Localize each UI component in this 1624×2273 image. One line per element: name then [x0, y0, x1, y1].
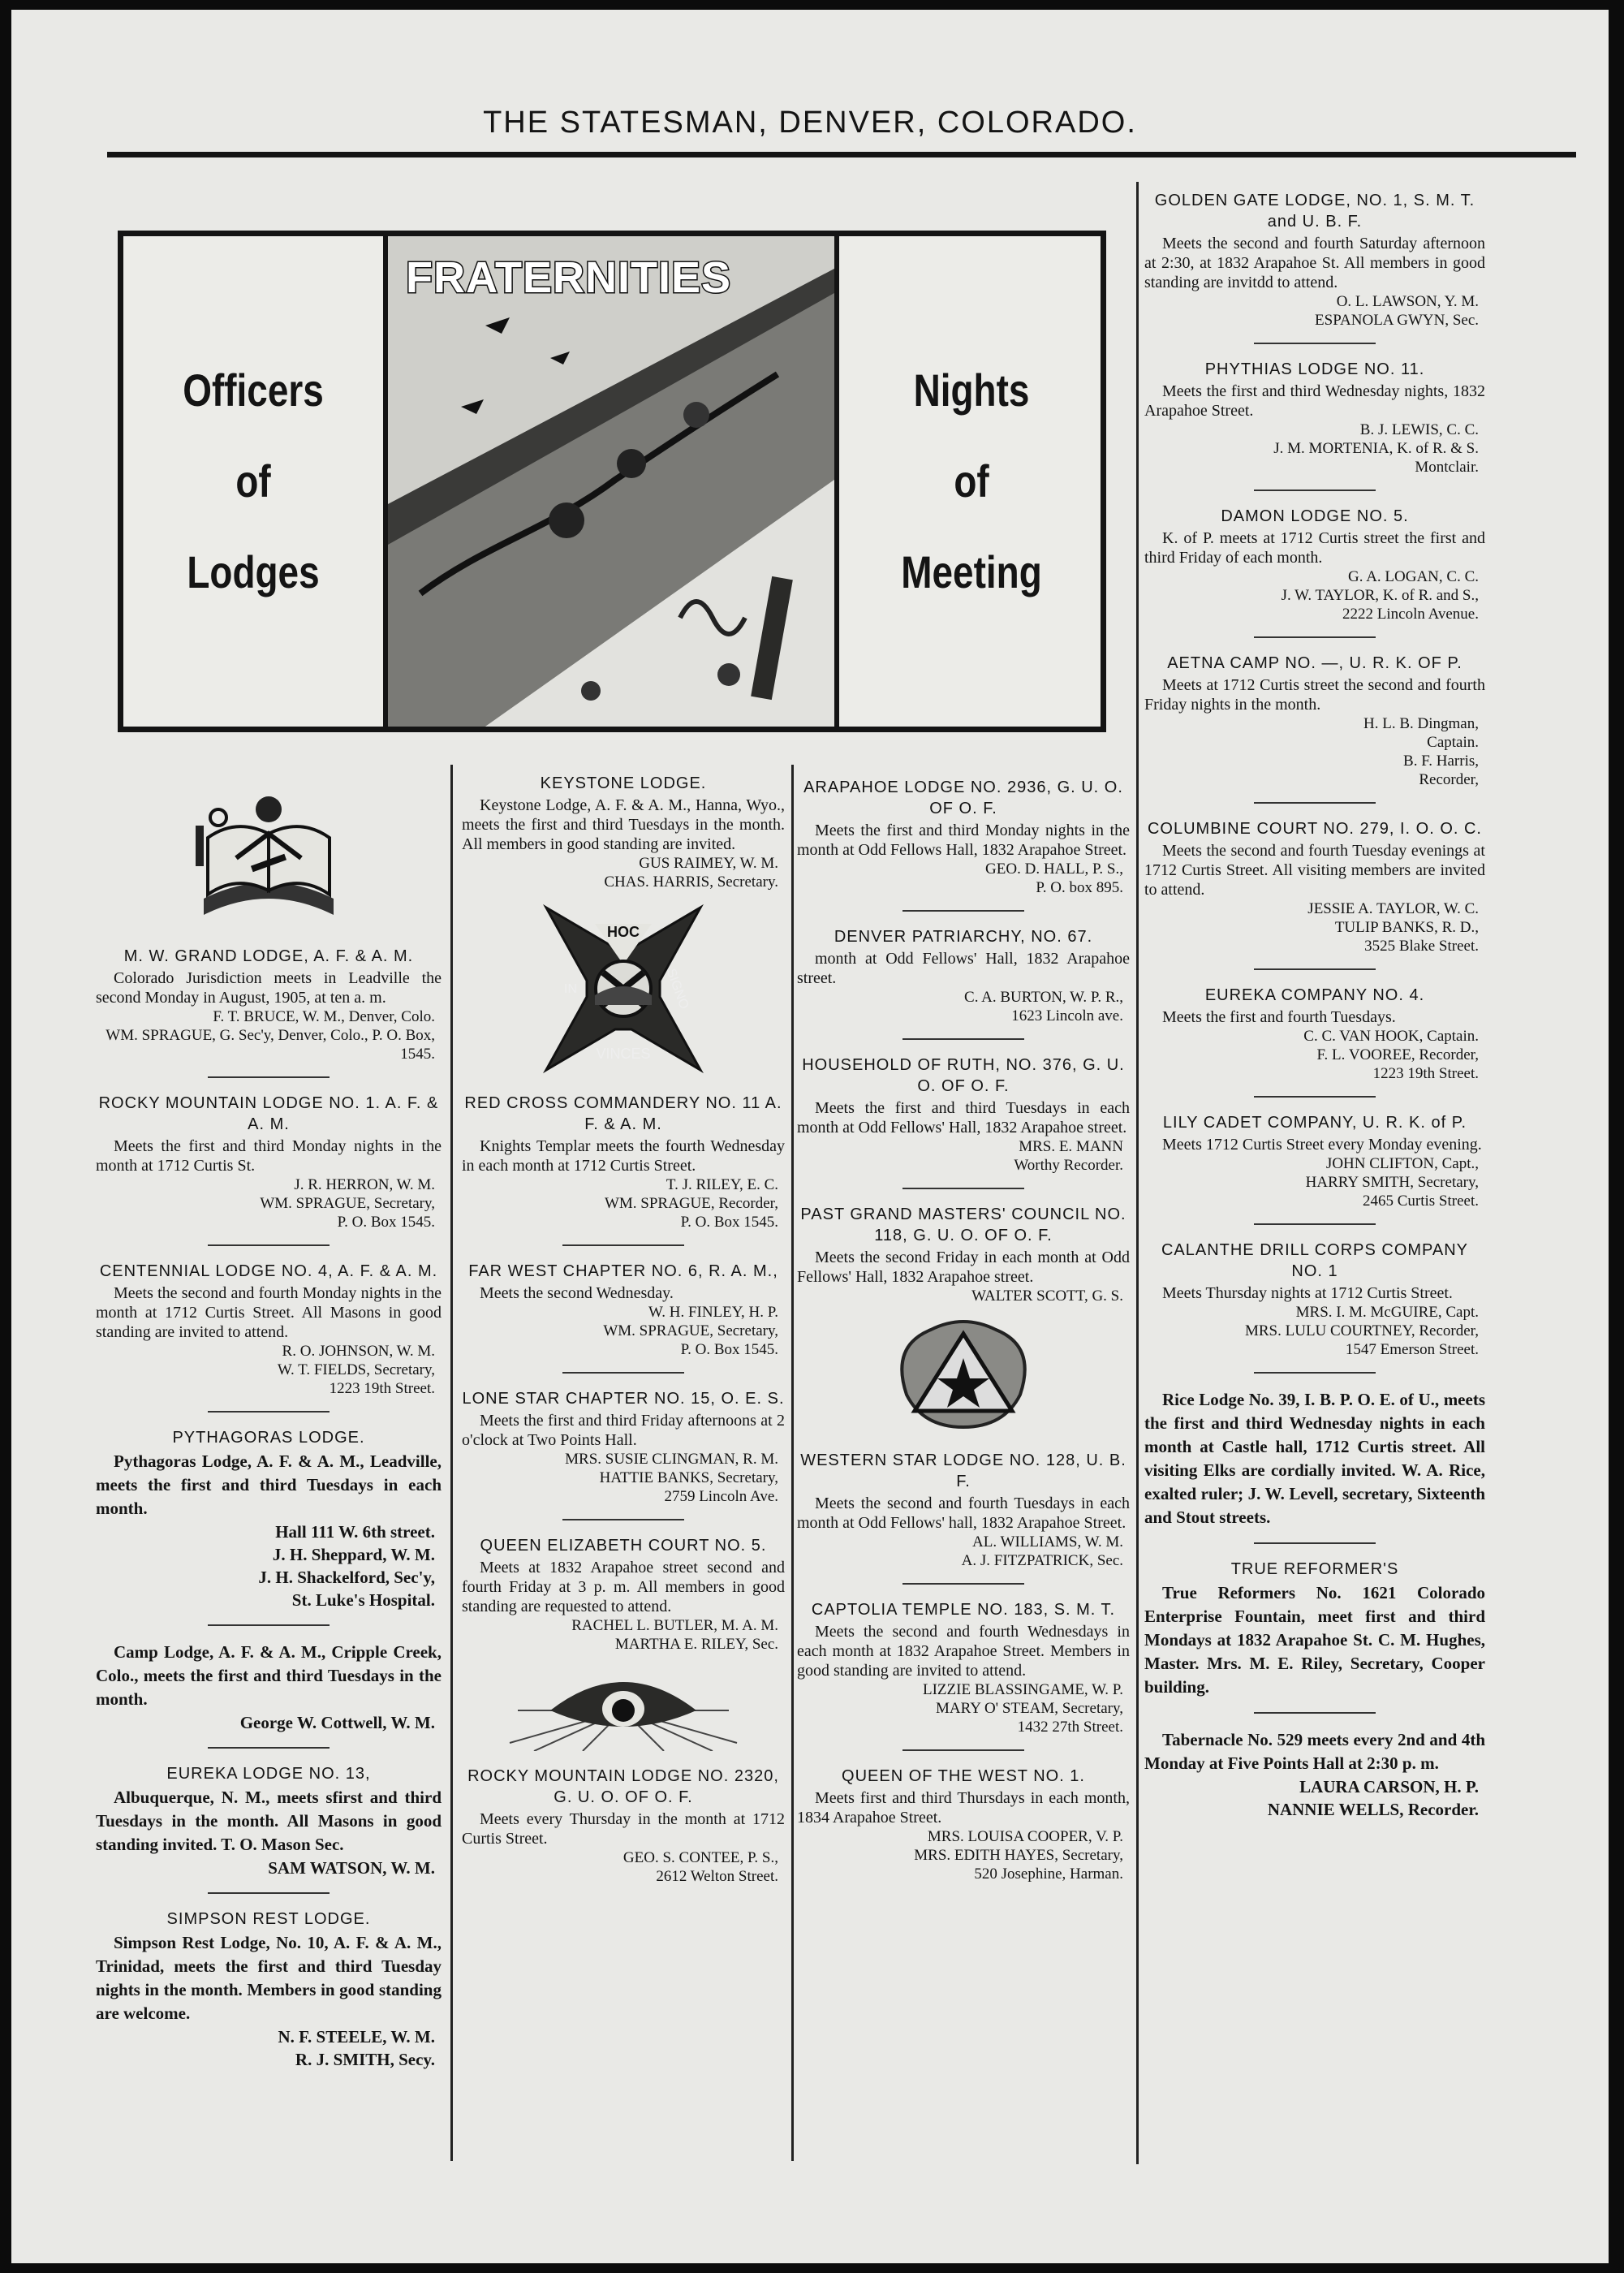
- lodge-officer: NANNIE WELLS, Recorder.: [1267, 1800, 1479, 1819]
- lodge-entry: [1144, 190, 1485, 330]
- open-bible-emblem-icon: [187, 777, 350, 931]
- lodge-officer: P. O. box 895.: [1036, 879, 1123, 896]
- lodge-officer: J. W. TAYLOR, K. of R. and S.,: [1281, 587, 1479, 604]
- lodge-heading: FAR WEST CHAPTER NO. 6, R. A. M.,: [468, 1262, 778, 1280]
- lodge-entry: [1144, 506, 1485, 623]
- lodge-details: Meets the first and third Wednesday nights, 1832 Arapahoe Street.: [1144, 382, 1485, 420]
- lodge-entry: [797, 1599, 1130, 1736]
- lodge-entry: [462, 773, 785, 891]
- lodge-officer: HARRY SMITH, Secretary,: [1305, 1174, 1479, 1191]
- lodge-details: month at Odd Fellows' Hall, 1832 Arapahoe street.: [797, 950, 1130, 987]
- lodge-officer: P. O. Box 1545.: [337, 1214, 435, 1231]
- lodge-officer: WM. SPRAGUE, G. Sec'y, Denver, Colo., P. O. Box, 1545.: [106, 1027, 435, 1063]
- lodge-details: Meets the second Friday in each month at Odd Fellows' Hall, 1832 Arapahoe street.: [797, 1249, 1130, 1286]
- lodge-entry: [1144, 1559, 1485, 1699]
- lodge-officer: LIZZIE BLASSINGAME, W. P.: [922, 1681, 1123, 1698]
- lodge-officer: 2612 Welton Street.: [656, 1868, 778, 1885]
- lodge-officer: WALTER SCOTT, G. S.: [971, 1287, 1123, 1305]
- lodge-officer: C. A. BURTON, W. P. R.,: [964, 989, 1123, 1006]
- separator-rule: [208, 1244, 330, 1246]
- lodge-officer: Montclair.: [1415, 459, 1479, 476]
- lodge-officer: Worthy Recorder.: [1014, 1157, 1123, 1174]
- cross-motto-top: HOC: [607, 924, 640, 940]
- lodge-officer: TULIP BANKS, R. D.,: [1334, 919, 1479, 936]
- lodge-entry: [1144, 1240, 1485, 1359]
- lodge-entry: [1144, 653, 1485, 789]
- lodge-officer: WM. SPRAGUE, Secretary,: [260, 1195, 435, 1212]
- lodge-details: Meets the second and fourth Wednesdays in each month at 1832 Arapahoe Street. Members in good standing are invited to attend.: [797, 1623, 1130, 1680]
- separator-rule: [1254, 343, 1376, 344]
- banner-word: of: [235, 455, 271, 507]
- banner-word: of: [954, 455, 989, 507]
- lodge-heading: M. W. GRAND LODGE, A. F. & A. M.: [123, 947, 414, 965]
- separator-rule: [208, 1892, 330, 1894]
- lodge-heading: LILY CADET COMPANY, U. R. K. of P.: [1162, 1114, 1467, 1132]
- lodge-heading: GOLDEN GATE LODGE, NO. 1, S. M. T. and U. B. F.: [1154, 192, 1475, 231]
- lodge-heading: CAPTOLIA TEMPLE NO. 183, S. M. T.: [811, 1601, 1116, 1619]
- lodge-officer: R. O. JOHNSON, W. M.: [282, 1343, 435, 1360]
- lodge-details: Meets the first and third Monday nights in the month at 1712 Curtis St.: [96, 1137, 442, 1175]
- lodge-entry: [462, 1535, 785, 1654]
- col3-entries-bottom: [797, 1450, 1130, 1883]
- lodge-heading: RED CROSS COMMANDERY NO. 11 A. F. & A. M.: [464, 1094, 782, 1133]
- lodge-details: Tabernacle No. 529 meets every 2nd and 4th Monday at Five Points Hall at 2:30 p. m.: [1144, 1730, 1485, 1773]
- lodge-officer: RACHEL L. BUTLER, M. A. M.: [571, 1617, 778, 1634]
- separator-rule: [208, 1747, 330, 1749]
- lodge-entry: [1144, 1388, 1485, 1529]
- lodge-heading: PHYTHIAS LODGE NO. 11.: [1204, 360, 1425, 378]
- col2-entries-bottom: [462, 1766, 785, 1886]
- lodge-officer: MRS. E. MANN: [1019, 1138, 1123, 1155]
- banner-word: Meeting: [901, 546, 1042, 597]
- separator-rule: [1254, 802, 1376, 804]
- lodge-officer: 2465 Curtis Street.: [1362, 1193, 1479, 1210]
- separator-rule: [562, 1519, 684, 1520]
- separator-rule: [902, 1188, 1024, 1189]
- lodge-officer: A. J. FITZPATRICK, Sec.: [961, 1552, 1123, 1569]
- lodge-entry: [96, 1763, 442, 1879]
- separator-rule: [1254, 636, 1376, 638]
- lodge-officer: SAM WATSON, W. M.: [268, 1858, 435, 1878]
- lodge-officer: CHAS. HARRIS, Secretary.: [604, 873, 778, 891]
- lodge-officer: MRS. I. M. McGUIRE, Capt.: [1295, 1304, 1479, 1321]
- lodge-officer: Captain.: [1427, 734, 1479, 751]
- lodge-officer: R. J. SMITH, Secy.: [295, 2050, 435, 2069]
- lodge-officer: MRS. LULU COURTNEY, Recorder,: [1244, 1322, 1479, 1339]
- lodge-officer: LAURA CARSON, H. P.: [1299, 1777, 1479, 1796]
- banner-word: Officers: [183, 364, 324, 416]
- lodge-entry: [462, 1766, 785, 1886]
- lodge-entry: [797, 1055, 1130, 1175]
- lodge-officer: 1623 Lincoln ave.: [1011, 1007, 1123, 1024]
- lodge-officer: J. H. Shackelford, Sec'y,: [258, 1568, 435, 1587]
- separator-rule: [1254, 1372, 1376, 1374]
- column-rule: [1136, 734, 1139, 2164]
- lodge-details: Knights Templar meets the fourth Wednesday in each month at 1712 Curtis Street.: [462, 1137, 785, 1175]
- lodge-officer: MARTHA E. RILEY, Sec.: [614, 1636, 778, 1653]
- lodge-officer: 3525 Blake Street.: [1364, 938, 1479, 955]
- lodge-officer: H. L. B. Dingman,: [1363, 715, 1479, 732]
- lodge-entry: [96, 946, 442, 1063]
- lodge-officer: Recorder,: [1419, 771, 1479, 788]
- lodge-heading: DENVER PATRIARCHY, NO. 67.: [834, 928, 1093, 946]
- lodge-officer: Hall 111 W. 6th street.: [275, 1522, 435, 1542]
- lodge-officer: WM. SPRAGUE, Secretary,: [603, 1322, 778, 1339]
- separator-rule: [1254, 1223, 1376, 1225]
- lodge-heading: CALANTHE DRILL CORPS COMPANY NO. 1: [1161, 1241, 1469, 1280]
- lodge-entry: [462, 1093, 785, 1231]
- lodge-heading: PYTHAGORAS LODGE.: [172, 1429, 365, 1447]
- separator-rule: [1254, 1542, 1376, 1544]
- lodge-officer: GEO. D. HALL, P. S.,: [985, 860, 1123, 878]
- lodge-details: Albuquerque, N. M., meets sfirst and third Tuesdays in the month. All Masons in good standing invited. T. O. Mason Sec.: [96, 1788, 442, 1854]
- lodge-details: Camp Lodge, A. F. & A. M., Cripple Creek, Colo., meets the first and third Tuesdays in the month.: [96, 1642, 442, 1709]
- lodge-details: Meets every Thursday in the month at 1712 Curtis Street.: [462, 1810, 785, 1848]
- lodge-details: Meets the first and third Monday nights in the month at Odd Fellows Hall, 1832 Arapahoe Street.: [797, 822, 1130, 859]
- lodge-heading: DAMON LODGE NO. 5.: [1221, 507, 1409, 525]
- lodge-officer: HATTIE BANKS, Secretary,: [599, 1469, 778, 1486]
- lodge-entry: [797, 926, 1130, 1025]
- lodge-entry: [96, 1261, 442, 1398]
- lodge-officer: N. F. STEELE, W. M.: [278, 2027, 435, 2047]
- lodge-details: Meets 1712 Curtis Street every Monday evening.: [1162, 1136, 1482, 1154]
- lodge-heading: CENTENNIAL LODGE NO. 4, A. F. & A. M.: [99, 1262, 438, 1280]
- lodge-officer: George W. Cottwell, W. M.: [239, 1713, 435, 1732]
- lodge-officer: JOHN CLIFTON, Capt.,: [1325, 1155, 1479, 1172]
- column-rule: [450, 765, 453, 2161]
- lodge-heading: QUEEN OF THE WEST NO. 1.: [842, 1767, 1085, 1785]
- col1-entries: [96, 946, 442, 2071]
- lodge-details: Meets at 1832 Arapahoe street second and fourth Friday at 3 p. m. All members in good standing are requested to attend.: [462, 1559, 785, 1615]
- lodge-entry: [797, 1204, 1130, 1305]
- column-2: [462, 773, 785, 1891]
- lodge-heading: SIMPSON REST LODGE.: [166, 1910, 371, 1928]
- lodge-officer: ESPANOLA GWYN, Sec.: [1315, 312, 1479, 329]
- column-4: [1144, 190, 1485, 1826]
- lodge-entry: [96, 1427, 442, 1611]
- lodge-officer: W. T. FIELDS, Secretary,: [277, 1361, 435, 1378]
- lodge-officer: W. H. FINLEY, H. P.: [648, 1304, 778, 1321]
- lodge-officer: MRS. EDITH HAYES, Secretary,: [914, 1847, 1123, 1864]
- fraternities-illustration: [383, 236, 839, 727]
- masthead: THE STATESMAN, DENVER, COLORADO.: [483, 106, 1137, 140]
- lodge-details: Colorado Jurisdiction meets in Leadville the second Monday in August, 1905, at ten a. m.: [96, 969, 442, 1007]
- lodge-officer: J. M. MORTENIA, K. of R. & S.: [1273, 440, 1479, 457]
- lodge-officer: B. J. LEWIS, C. C.: [1359, 421, 1479, 438]
- banner-right-text: [865, 236, 1078, 727]
- col2-entries-top: [462, 773, 785, 891]
- lodge-officer: GEO. S. CONTEE, P. S.,: [622, 1849, 778, 1866]
- lodge-entry: [1144, 1112, 1485, 1210]
- separator-rule: [1254, 968, 1376, 970]
- column-rule: [1136, 182, 1139, 734]
- lodge-heading: HOUSEHOLD OF RUTH, NO. 376, G. U. O. OF O. F.: [802, 1056, 1125, 1095]
- lodge-officer: MRS. SUSIE CLINGMAN, R. M.: [565, 1451, 778, 1468]
- col2-entries-middle: [462, 1093, 785, 1654]
- col4-entries: [1144, 190, 1485, 1821]
- banner-left-text: [147, 236, 360, 727]
- lodge-entry: [1144, 1728, 1485, 1821]
- lodge-officer: G. A. LOGAN, C. C.: [1348, 568, 1479, 585]
- lodge-officer: WM. SPRAGUE, Recorder,: [604, 1195, 778, 1212]
- lodge-officer: 1432 27th Street.: [1017, 1719, 1123, 1736]
- separator-rule: [902, 1038, 1024, 1040]
- lodge-details: Meets at 1712 Curtis street the second and fourth Friday nights in the month.: [1144, 676, 1485, 714]
- lodge-heading: ROCKY MOUNTAIN LODGE NO. 2320, G. U. O. OF O. F.: [467, 1767, 779, 1806]
- lodge-details: Meets the first and third Tuesdays in each month at Odd Fellows' Hall, 1832 Arapahoe street.: [797, 1099, 1130, 1136]
- lodge-officer: St. Luke's Hospital.: [291, 1590, 435, 1610]
- lodge-officer: JESSIE A. TAYLOR, W. C.: [1307, 900, 1479, 917]
- lodge-officer: MARY O' STEAM, Secretary,: [935, 1700, 1123, 1717]
- lodge-heading: AETNA CAMP NO. —, U. R. K. OF P.: [1167, 654, 1462, 672]
- lodge-details: Rice Lodge No. 39, I. B. P. O. E. of U., meets the first and third Wednesday nights in each month at Castle hall, 1712 Curtis street. All visiting Elks are cordially invited. W. A. Rice, exalted ruler; J. W. Levell, secretary, Sixteenth and Stout streets.: [1144, 1390, 1485, 1527]
- lodge-officer: P. O. Box 1545.: [680, 1214, 778, 1231]
- lodge-entry: [462, 1261, 785, 1359]
- lodge-officer: GUS RAIMEY, W. M.: [639, 855, 778, 872]
- lodge-heading: PAST GRAND MASTERS' COUNCIL NO. 118, G. U. O. OF O. F.: [800, 1206, 1126, 1244]
- fraternities-banner: [118, 231, 1106, 732]
- lodge-officer: 520 Josephine, Harman.: [974, 1865, 1123, 1883]
- col3-entries-top: [797, 777, 1130, 1305]
- newspaper-page: [11, 10, 1609, 2263]
- lodge-entry: [797, 1766, 1130, 1883]
- column-1: [96, 769, 442, 2076]
- lodge-details: Keystone Lodge, A. F. & A. M., Hanna, Wyo., meets the first and third Tuesdays in the month. All members in good standing are invited.: [462, 796, 785, 853]
- lodge-entry: [797, 777, 1130, 897]
- lodge-officer: MRS. LOUISA COOPER, V. P.: [927, 1828, 1123, 1845]
- separator-rule: [208, 1624, 330, 1626]
- lodge-officer: B. F. Harris,: [1403, 753, 1479, 770]
- lodge-officer: C. C. VAN HOOK, Captain.: [1303, 1028, 1479, 1045]
- lodge-details: Meets the second and fourth Saturday afternoon at 2:30, at 1832 Arapahoe St. All members in good standing are invitdd to attend.: [1144, 235, 1485, 291]
- cross-motto-left: IN: [564, 982, 577, 996]
- separator-rule: [902, 910, 1024, 912]
- lodge-details: Meets the second and fourth Tuesdays in each month at Odd Fellows' hall, 1832 Arapahoe Street.: [797, 1494, 1130, 1532]
- lodge-entry: [1144, 818, 1485, 955]
- lodge-details: Meets the second and fourth Monday nights in the month at 1712 Curtis Street. All Masons in good standing are invited to attend.: [96, 1284, 442, 1341]
- lodge-details: Meets the second Wednesday.: [480, 1284, 674, 1302]
- lodge-officer: 1223 19th Street.: [1372, 1065, 1479, 1082]
- lodge-details: Meets the first and third Friday afternoons at 2 o'clock at Two Points Hall.: [462, 1412, 785, 1449]
- column-3: [797, 777, 1130, 1888]
- lodge-officer: O. L. LAWSON, Y. M.: [1336, 293, 1479, 310]
- cross-motto-right: SIGNO: [663, 967, 691, 1011]
- lodge-entry: [797, 1450, 1130, 1570]
- lodge-heading: ROCKY MOUNTAIN LODGE NO. 1. A. F. & A. M.: [98, 1094, 439, 1133]
- lodge-officer: J. H. Sheppard, W. M.: [272, 1545, 435, 1564]
- separator-rule: [902, 1583, 1024, 1585]
- separator-rule: [208, 1076, 330, 1078]
- lodge-heading: TRUE REFORMER'S: [1230, 1560, 1399, 1578]
- top-rule: [107, 152, 1576, 157]
- lodge-officer: J. R. HERRON, W. M.: [294, 1176, 435, 1193]
- lodge-details: K. of P. meets at 1712 Curtis street the first and third Friday of each month.: [1144, 529, 1485, 567]
- lodge-entry: [96, 1093, 442, 1231]
- separator-rule: [1254, 490, 1376, 491]
- lodge-officer: 2222 Lincoln Avenue.: [1342, 606, 1479, 623]
- lodge-heading: WESTERN STAR LODGE NO. 128, U. B. F.: [800, 1451, 1126, 1490]
- banner-word: Nights: [913, 364, 1030, 416]
- lodge-officer: T. J. RILEY, E. C.: [666, 1176, 778, 1193]
- lodge-details: Meets first and third Thursdays in each month, 1834 Arapahoe Street.: [797, 1789, 1130, 1827]
- lodge-details: Meets Thursday nights at 1712 Curtis Street.: [1162, 1284, 1453, 1302]
- lodge-details: True Reformers No. 1621 Colorado Enterprise Fountain, meet first and third Mondays at 1832 Arapahoe St. C. M. Hughes, Master. Mrs. M. E. Riley, Secretary, Cooper building.: [1144, 1583, 1485, 1697]
- lodge-heading: COLUMBINE COURT NO. 279, I. O. O. C.: [1147, 820, 1482, 838]
- lodge-details: Pythagoras Lodge, A. F. & A. M., Leadville, meets the first and third Tuesdays in each month.: [96, 1451, 442, 1518]
- lodge-heading: EUREKA COMPANY NO. 4.: [1204, 986, 1425, 1004]
- column-rule: [791, 765, 794, 2161]
- lodge-details: Meets the second and fourth Tuesday evenings at 1712 Curtis Street. All visiting members are invited to attend.: [1144, 842, 1485, 899]
- banner-word: Lodges: [187, 546, 320, 597]
- knights-templar-cross-icon: [538, 899, 709, 1078]
- lodge-details: Simpson Rest Lodge, No. 10, A. F. & A. M., Trinidad, meets the first and third Tuesday nights in the month. Members in good standing are welcome.: [96, 1933, 442, 2023]
- lodge-officer: F. L. VOOREE, Recorder,: [1316, 1046, 1479, 1063]
- lodge-entry: [96, 1909, 442, 2071]
- lodge-details: Meets the first and fourth Tuesdays.: [1162, 1008, 1396, 1026]
- lodge-heading: EUREKA LODGE NO. 13,: [166, 1765, 371, 1783]
- lodge-heading: LONE STAR CHAPTER NO. 15, O. E. S.: [462, 1390, 785, 1408]
- lodge-heading: KEYSTONE LODGE.: [540, 774, 707, 792]
- lodge-officer: P. O. Box 1545.: [680, 1341, 778, 1358]
- lodge-officer: F. T. BRUCE, W. M., Denver, Colo.: [213, 1008, 435, 1025]
- lodge-officer: 2759 Lincoln Ave.: [664, 1488, 778, 1505]
- lodge-heading: QUEEN ELIZABETH COURT NO. 5.: [480, 1537, 767, 1555]
- star-triangle-emblem-icon: [882, 1313, 1045, 1435]
- separator-rule: [562, 1244, 684, 1246]
- lodge-officer: 1223 19th Street.: [329, 1380, 435, 1397]
- lodge-entry: [1144, 985, 1485, 1083]
- separator-rule: [1254, 1712, 1376, 1714]
- lodge-entry: [462, 1388, 785, 1506]
- banner-title: FRATERNITIES: [406, 253, 731, 302]
- lodge-entry: [1144, 359, 1485, 477]
- lodge-heading: ARAPAHOE LODGE NO. 2936, G. U. O. OF O. F.: [803, 779, 1123, 817]
- separator-rule: [208, 1411, 330, 1413]
- separator-rule: [1254, 1096, 1376, 1098]
- separator-rule: [902, 1749, 1024, 1751]
- cross-motto-bottom: VINCES: [596, 1046, 651, 1062]
- separator-rule: [562, 1372, 684, 1374]
- lodge-officer: AL. WILLIAMS, W. M.: [972, 1533, 1123, 1551]
- lodge-entry: [96, 1641, 442, 1734]
- lodge-officer: 1547 Emerson Street.: [1345, 1341, 1479, 1358]
- all-seeing-eye-icon: [502, 1662, 745, 1751]
